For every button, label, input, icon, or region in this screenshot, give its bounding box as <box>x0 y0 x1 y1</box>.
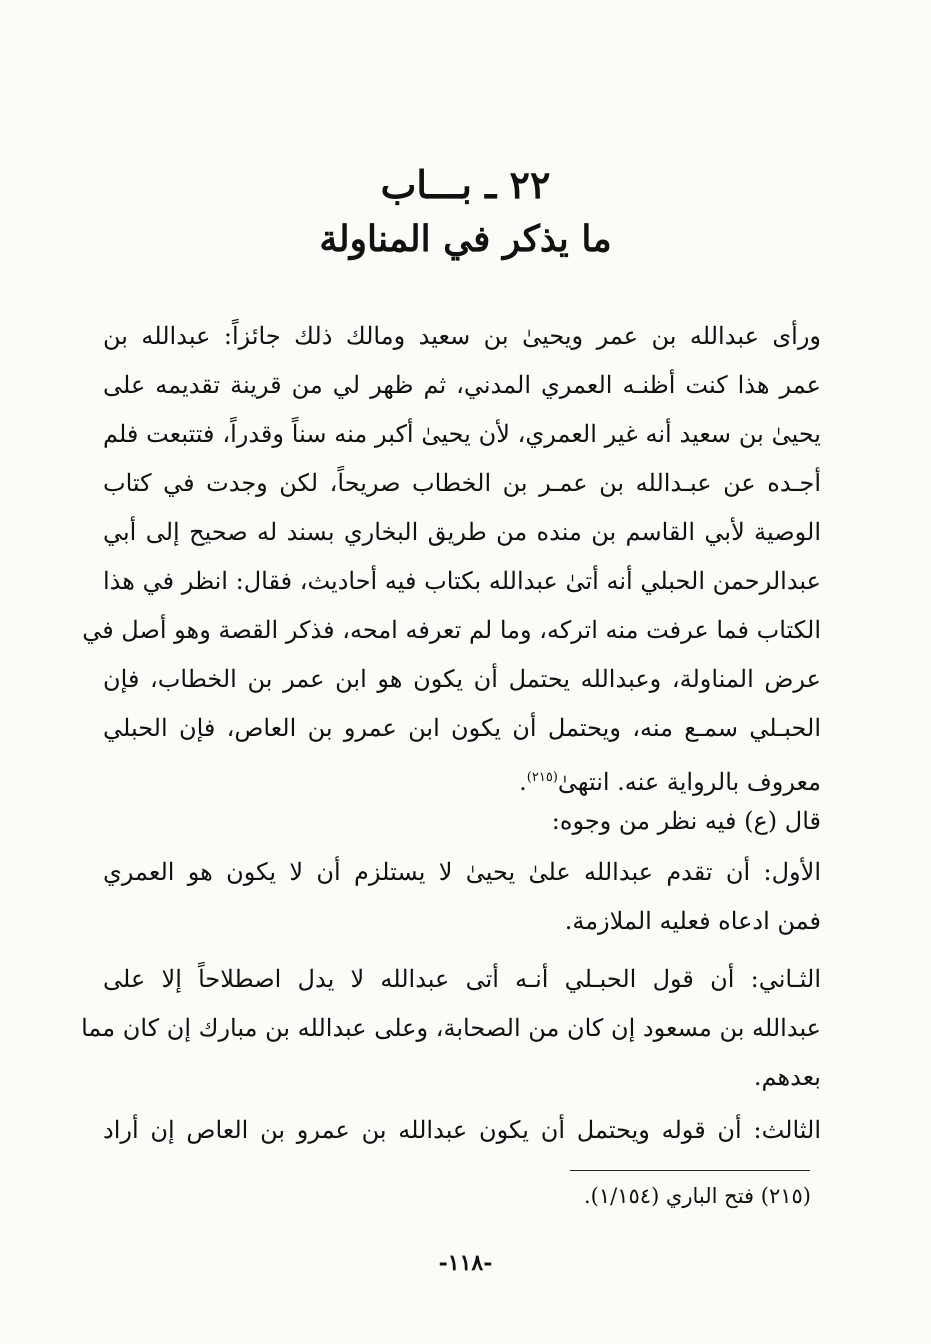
paragraph-3 <box>103 848 821 946</box>
paragraph-1 <box>82 312 822 802</box>
paragraph-4 <box>81 955 821 1102</box>
text-line: الثـاني: أن قول الحبـلي أنـه أتى عبدالله لا يدل اصطلاحاً إلا على <box>103 965 821 993</box>
chapter-title: ما يذكر في المناولة <box>319 218 612 260</box>
text-line: الأول: أن تقدم عبدالله علىٰ يحيىٰ لا يستلزم أن لا يكون هو العمري <box>103 858 821 886</box>
chapter-heading: ٢٢ ـ بـــاب <box>380 162 551 207</box>
text-line: ورأى عبدالله بن عمر ويحيىٰ بن سعيد ومالك ذلك جائزاً: عبدالله بن <box>103 322 822 350</box>
footnote-divider <box>570 1170 810 1171</box>
footnote-reference: (٢١٥) <box>526 770 558 785</box>
paragraph-2 <box>103 797 821 846</box>
text-segment: . <box>519 768 527 796</box>
text-line: فمن ادعاه فعليه الملازمة. <box>564 907 821 935</box>
text-line: قال (ع) فيه نظر من وجوه: <box>551 807 821 835</box>
text-line: عبدالله بن مسعود إن كان من الصحابة، وعلى عبدالله بن مبارك إن كان مما <box>81 1014 821 1042</box>
text-line: يحيىٰ بن سعيد أنه غير العمري، لأن يحيىٰ أكبر منه سناً وقدراً، فتتبعت فلم <box>103 420 821 448</box>
text-line: بعدهم. <box>753 1063 821 1091</box>
text-line: الكتاب فما عرفت منه اتركه، وما لم تعرفه امحه، فذكر القصة وهو أصل في <box>82 616 821 644</box>
page-number: -١١٨- <box>438 1250 493 1276</box>
text-line: أجـده عن عبـدالله بن عمـر بن الخطاب صريحاً، لكن وجدت في كتاب <box>103 469 821 497</box>
text-segment: معروف بالرواية عنه. انتهىٰ <box>557 768 821 796</box>
paragraph-5 <box>103 1106 821 1155</box>
text-line-last <box>103 753 821 802</box>
text-line: عرض المناولة، وعبدالله يحتمل أن يكون هو ابن عمر بن الخطاب، فإن <box>103 665 821 693</box>
text-line: عمر هذا كنت أظنـه العمري المدني، ثم ظهر لي من قرينة تقديمه على <box>103 371 821 399</box>
text-line: عبدالرحمن الحبلي أنه أتىٰ عبدالله بكتاب فيه أحاديث، فقال: انظر في هذا <box>103 567 821 595</box>
text-line: الوصية لأبي القاسم بن منده من طريق البخاري بسند له صحيح إلى أبي <box>103 518 821 546</box>
footnote: (٢١٥) فتح الباري (١/١٥٤). <box>583 1184 811 1208</box>
text-line: الثالث: أن قوله ويحتمل أن يكون عبدالله بن عمرو بن العاص إن أراد <box>103 1116 821 1144</box>
text-line: الحبـلي سمـع منه، ويحتمل أن يكون ابن عمرو بن العاص، فإن الحبلي <box>103 714 821 742</box>
